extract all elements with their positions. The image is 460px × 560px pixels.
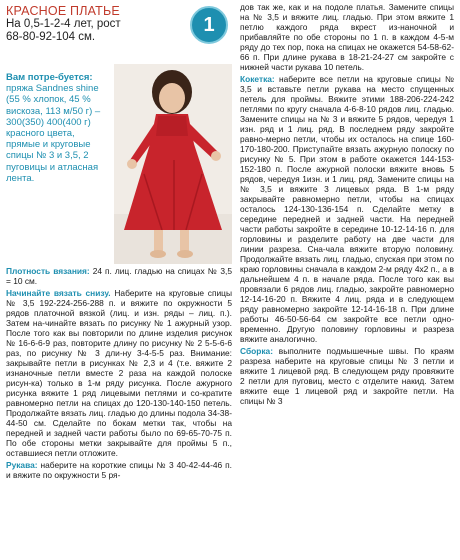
assembly-text: выполните подмышечные швы. По краям разреза наберите на круговые спицы № 3 петли и вяжите 1 лицевой ряд. В следующем ряду провяжите 2 петли для пуговиц, место с отделите накид. Затем вяжите еще 1 лицевой ряд и закройте петли. На спицы № 3: [240, 346, 454, 406]
yoke-paragraph: [240, 74, 454, 344]
assembly-label: Сборка:: [240, 346, 273, 356]
materials-block: [6, 72, 106, 184]
instructions-left: [6, 266, 232, 482]
right-column: [238, 0, 456, 560]
sleeve-label: Рукава:: [6, 460, 38, 470]
yoke-label: Кокетка:: [240, 74, 275, 84]
instructions-right: [238, 0, 456, 406]
sleeve-text: наберите на короткие спицы № 3 40-42-44-46 п. и вяжите по окружности 5 ря-: [6, 460, 233, 480]
pattern-title: КРАСНОЕ ПЛАТЬЕ: [6, 4, 120, 18]
start-label: Начинайте вязать снизу.: [6, 288, 111, 298]
dress-illustration: [114, 64, 232, 264]
left-column: [6, 4, 234, 556]
density-paragraph: [6, 266, 232, 286]
sleeve-paragraph: [6, 460, 232, 480]
start-paragraph: [6, 288, 232, 458]
pattern-number-badge: 1: [190, 6, 228, 44]
density-text: 24 п. лиц. гладью на спицах № 3,5 = 10 см.: [6, 266, 232, 286]
materials-heading: Вам потре-буется:: [6, 72, 93, 83]
yoke-text: наберите все петли на круговые спицы № 3,5 и вставьте петли рукава на место спущенных петель для проймы. Вяжите этими 188-206-224-242 петлями по кругу сначала 4-6-8-10 рядов лиц. гладью. Замените спицы на № 3 и вяжите 5 рядов, чередуя 1 изн. ряд и 1 лиц. ряд. В последнем ряду закройте равно-мерно петли, чтобы их осталось на спице 160-170-180-200. Приступайте вязать ажурную полоску по рисунку № 5. При этом в работе окажется 144-153-152-180 п. После ажурной полоски вяжите вновь 5 рядов, чередуя 1изн. и 1 лиц. ряд. Замените спицы на № 3,5 и вяжите 3 лицевых ряда. В 1-м ряду закрывайте равномерно петли, чтобы на спицах осталось 124-130-136-154 п. Сделайте метку в середине передней и задней части. На передней части работы закройте в середине 10-12-14-16 п. для горловины и разделите работу на две части для линии разреза. Сна-чала вяжите вторую половину. Продолжайте вязать лиц. гладью, спуская при этом по краю горловины сначала в каждом 2-м ряду 4х2 п., а в дальнейшем 4 п. в начале ряда. После того как вы провязали 6 рядов лиц. гладью, закройте равномерно 12-14-16-20 п. Вяжите 4 лиц. ряда и в следующем ряду равномерно закройте 12-14-16-18 п. При длине работы 46-50-56-64 см закройте все петли одно-временно. Другую половину горловины и разреза вяжите аналогично.: [240, 74, 454, 344]
start-text: Наберите на круговые спицы № 3,5 192-224-256-288 п. и вяжите по окружности 5 рядов платочной вязкой (лиц. и изн. ряды – лиц. п.). Затем на-чинайте вязать по рисунку № 1 ажурный узор. После того как вы повторили по длине изделия рисунок № 16-6-6-9 раз, повторите длину по рисунку № 2 5-5-6-6 раз, по рисунку № 3 дли-ну 3-4-5-5 раз. Внимание: закрывайте петли в рисунках № 2,3 и 4 (т.е. вяжите 2 изнаночные петли вместе 2 раза на каждой полоске рисун-ка) только в 1-м ряду рисунка. После ажурного рисунка вяжите 1 ряд лицевыми петлями и со-кратите равномерно петли на спицах до 120-130-140-150 петель. Продолжайте вязать лиц. гладью до длины подола 34-38-44-50 см. Сделайте по бокам метки так, чтобы на передней и задней части работы было по 69-65-70-75 п. По обе стороны метки закрывайте для проймы 5 п., оставшиеся петли отложите.: [6, 288, 232, 458]
density-label: Плотность вязания:: [6, 266, 90, 276]
sleeve-continued: дов так же, как и на подоле платья. Замените спицы на № 3,5 и вяжите лиц. гладью. При этом вяжите 1 петлю каждого ряда вкрест из-наночной и прибавляйте по обе стороны по 1 п. в каждом 4-5-м ряду до тех пор, пока на спицах не окажется 54-58-62-66 п. При длине рукава в 18-21-24-27 см закройте с нижней части рукава 10 петель.: [240, 2, 454, 72]
assembly-paragraph: [240, 346, 454, 406]
size-line-2: 68-80-92-104 см.: [6, 31, 96, 43]
materials-text: пряжа Sandnes shine (55 % хлопок, 45 % вискоза, 113 м/50 г) – 300(350) 400(400 г) красного цвета, прямые и круговые спицы № 3 и 3,5, 2 пуговицы и атласная лента.: [6, 83, 101, 184]
size-line-1: На 0,5-1-2-4 лет, рост: [6, 18, 121, 30]
dress-photo: [114, 64, 232, 264]
